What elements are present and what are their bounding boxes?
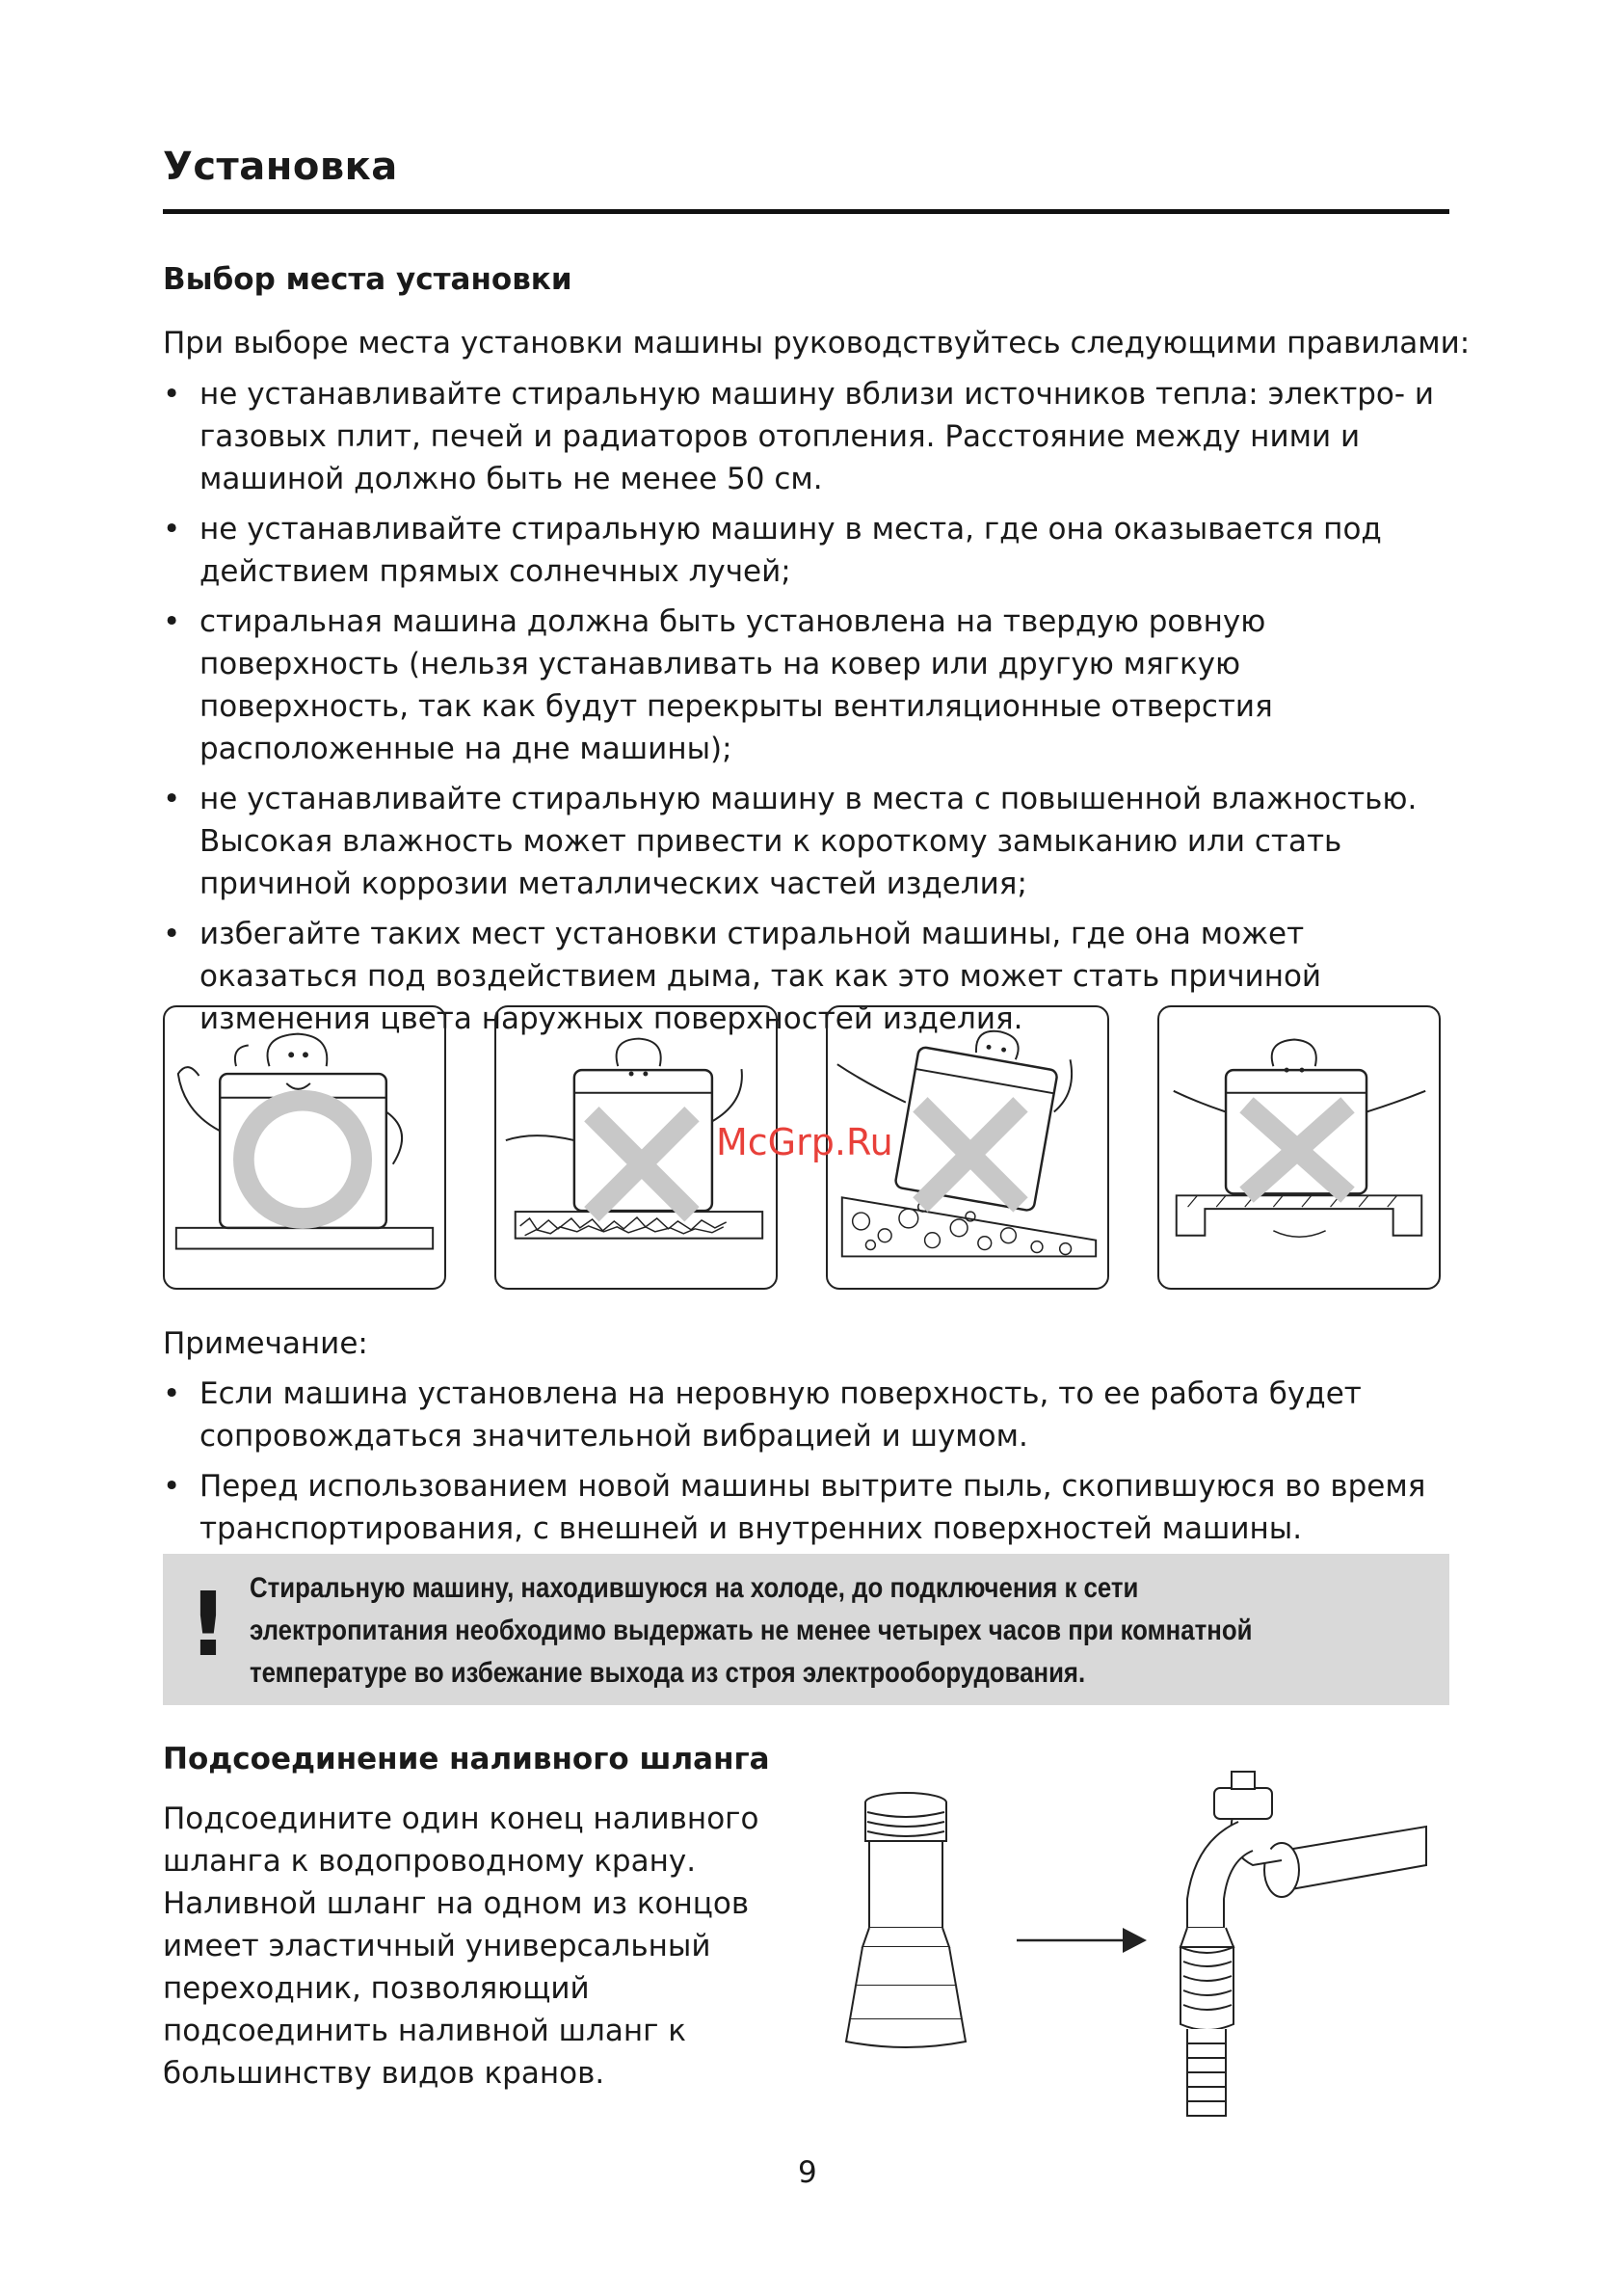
rule-item: • избегайте таких мест установки стиральной машины, где она может оказаться под воздействием дыма, так как это может стать причиной изменения цвета наружных поверхностей изделия. [163, 913, 1454, 1040]
note-list [163, 1373, 1454, 1558]
location-rules-list [163, 373, 1454, 1048]
location-intro: При выборе места установки машины руководствуйтесь следующими правилами: [163, 326, 1471, 360]
watermark: McGrp.Ru [716, 1121, 893, 1163]
note-label: Примечание: [163, 1326, 368, 1361]
rule-item: • не устанавливайте стиральную машину в места с повышенной влажностью. Высокая влажность может привести к короткому замыканию или стать причиной коррозии металлических частей изделия; [163, 778, 1454, 905]
panel-correct-installation [163, 1005, 446, 1290]
hose-adapter-drawing [846, 1793, 966, 2047]
title-divider [163, 209, 1449, 214]
hose-connection-illustration [829, 1754, 1446, 2140]
arrow-right-icon [1017, 1928, 1147, 1953]
washer-on-platform-illustration [1159, 1007, 1439, 1288]
panel-wrong-unstable-platform [1157, 1005, 1441, 1290]
rule-item: • стиральная машина должна быть установлена на твердую ровную поверхность (нельзя устанавливать на ковер или другую мягкую поверхность, так как будут перекрыты вентиляционные отверстия расположенные на дне машины); [163, 601, 1454, 770]
page-number: 9 [798, 2155, 817, 2190]
hose-heading: Подсоединение наливного шланга [163, 1742, 770, 1776]
location-heading: Выбор места установки [163, 262, 572, 297]
rule-item: • не устанавливайте стиральную машину вблизи источников тепла: электро- и газовых плит, печей и радиаторов отопления. Расстояние между ними и машиной должно быть не менее 50 см. [163, 373, 1454, 500]
washer-on-flat-floor-illustration [165, 1007, 444, 1288]
exclamation-icon: ! [188, 1573, 228, 1676]
note-item: • Перед использованием новой машины вытрите пыль, скопившуюся во время транспортирования, с внешней и внутренних поверхностей машины. [163, 1465, 1454, 1550]
note-item: • Если машина установлена на неровную поверхность, то ее работа будет сопровождаться значительной вибрацией и шумом. [163, 1373, 1454, 1457]
faucet-drawing [1180, 1772, 1426, 2116]
section-title: Установка [163, 145, 398, 189]
hose-instructions: Подсоедините один конец наливного шланга к водопроводному крану. Наливной шланг на одном из концов имеет эластичный универсальный переходник, позволяющий подсоединить наливной шланг к большинству видов кранов. [163, 1802, 759, 2091]
warning-box [163, 1554, 1449, 1705]
warning-text: Стиральную машину, находившуюся на холоде, до подключения к сети электропитания необходимо выдержать не менее четырех часов при комнатной температуре во избежание выхода из строя электрооборудования. [250, 1572, 1253, 1689]
rule-item: • не устанавливайте стиральную машину в места, где она оказывается под действием прямых солнечных лучей; [163, 508, 1454, 593]
